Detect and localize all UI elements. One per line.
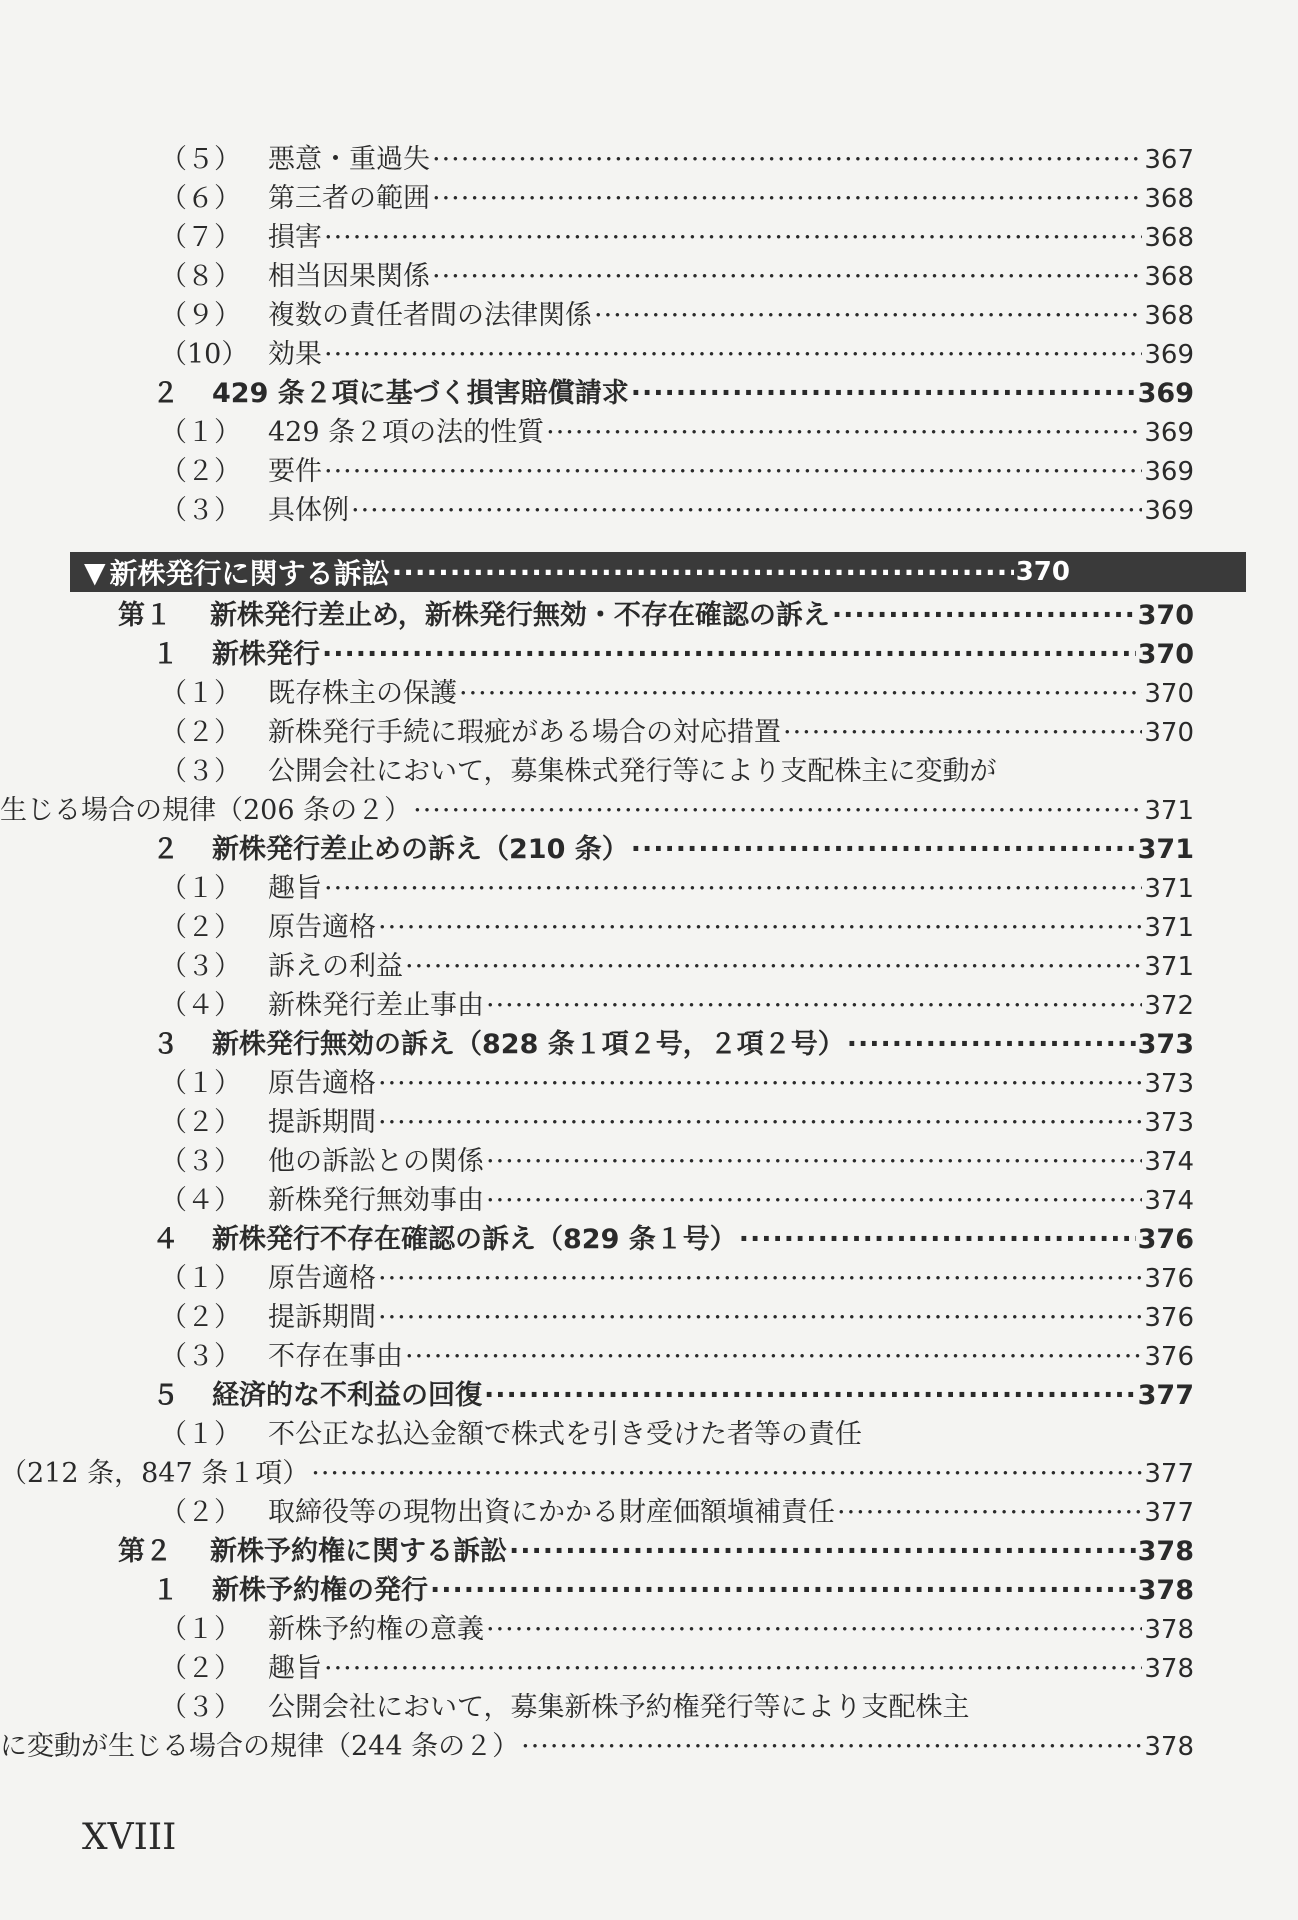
toc-entry-page: 369 xyxy=(1144,496,1194,526)
chapter-page-number: 370 xyxy=(1015,557,1070,587)
toc-entry-title: 既存株主の保護 xyxy=(268,678,457,709)
toc-entry xyxy=(0,674,1298,713)
toc-entry-title: 具体例 xyxy=(268,495,349,526)
toc-entry-page: 370 xyxy=(1144,718,1194,748)
toc-entry xyxy=(0,1259,1298,1298)
toc-entry-number: ３ xyxy=(152,1029,179,1060)
toc-entry xyxy=(0,1571,1298,1610)
toc-entry-number: （８） xyxy=(160,261,241,292)
toc-entry xyxy=(0,1181,1298,1220)
toc-entry-page: 376 xyxy=(1144,1303,1194,1333)
toc-entry-number: （３） xyxy=(160,756,241,787)
toc-entry xyxy=(0,830,1298,869)
toc-entry-title: 新株発行 xyxy=(212,639,320,670)
toc-top-section xyxy=(0,140,1298,530)
leader-dots xyxy=(847,1025,1136,1064)
toc-entry-title: 公開会社において，募集新株予約権発行等により支配株主 xyxy=(268,1692,970,1723)
toc-entry-title: 新株発行無効の訴え（828 条１項２号，２項２号） xyxy=(212,1029,845,1060)
toc-entry xyxy=(0,986,1298,1025)
toc-entry-number: （９） xyxy=(160,300,241,331)
toc-entry-title: 新株予約権の意義 xyxy=(268,1614,484,1645)
toc-entry xyxy=(0,1337,1298,1376)
toc-entry-page: 378 xyxy=(1144,1732,1194,1762)
toc-entry xyxy=(0,1454,1298,1493)
leader-dots xyxy=(392,556,1014,589)
toc-entry-page: 374 xyxy=(1144,1186,1194,1216)
leader-dots xyxy=(486,1610,1142,1649)
leader-dots xyxy=(378,1259,1142,1298)
table-of-contents xyxy=(0,140,1298,1766)
toc-entry-title: 他の訴訟との関係 xyxy=(268,1146,484,1177)
toc-entry xyxy=(0,218,1298,257)
chapter-header-bar xyxy=(70,552,1246,592)
toc-entry xyxy=(0,335,1298,374)
toc-entry-title: 訴えの利益 xyxy=(268,951,403,982)
toc-entry-title: 複数の責任者間の法律関係 xyxy=(268,300,592,331)
toc-entry-title: 新株発行無効事由 xyxy=(268,1185,484,1216)
toc-entry-title: に変動が生じる場合の規律（244 条の２） xyxy=(0,1731,520,1762)
toc-entry-page: 367 xyxy=(1144,145,1194,175)
toc-entry-number: （１） xyxy=(160,1263,241,1294)
toc-entry-title: 提訴期間 xyxy=(268,1107,376,1138)
toc-entry-title: 新株発行手続に瑕疵がある場合の対応措置 xyxy=(268,717,781,748)
leader-dots xyxy=(631,830,1136,869)
toc-entry xyxy=(0,1025,1298,1064)
toc-entry-number: （２） xyxy=(160,717,241,748)
leader-dots xyxy=(324,869,1142,908)
leader-dots xyxy=(739,1220,1136,1259)
toc-entry-page: 376 xyxy=(1144,1342,1194,1372)
toc-entry-page: 368 xyxy=(1144,262,1194,292)
toc-entry-page: 376 xyxy=(1144,1264,1194,1294)
leader-dots xyxy=(311,1454,1142,1493)
toc-entry-page: 369 xyxy=(1144,418,1194,448)
toc-entry-title: 生じる場合の規律（206 条の２） xyxy=(0,795,412,826)
toc-entry-number: （１） xyxy=(160,678,241,709)
toc-entry xyxy=(0,374,1298,413)
toc-entry xyxy=(0,452,1298,491)
leader-dots xyxy=(432,257,1142,296)
toc-entry-number: （２） xyxy=(160,1107,241,1138)
toc-entry xyxy=(0,1532,1298,1571)
toc-entry xyxy=(0,1103,1298,1142)
toc-entry-number: （２） xyxy=(160,456,241,487)
toc-entry-title: 提訴期間 xyxy=(268,1302,376,1333)
toc-entry-page: 377 xyxy=(1144,1498,1194,1528)
toc-entry-title: 不存在事由 xyxy=(268,1341,403,1372)
toc-entry xyxy=(0,140,1298,179)
toc-entry-title: 新株発行差止め，新株発行無効・不存在確認の訴え xyxy=(210,600,830,631)
toc-entry-number: （１） xyxy=(160,417,241,448)
toc-entry-page: 369 xyxy=(1137,378,1194,409)
toc-entry-number: （２） xyxy=(160,1302,241,1333)
toc-entry xyxy=(0,1610,1298,1649)
toc-entry xyxy=(0,296,1298,335)
toc-entry-number: １ xyxy=(152,639,179,670)
toc-entry-number: （２） xyxy=(160,912,241,943)
leader-dots xyxy=(324,335,1142,374)
toc-entry-title: 損害 xyxy=(268,222,322,253)
toc-entry xyxy=(0,179,1298,218)
toc-entry-number: （３） xyxy=(160,495,241,526)
leader-dots xyxy=(594,296,1142,335)
toc-entry xyxy=(0,1064,1298,1103)
toc-entry-page: 371 xyxy=(1144,796,1194,826)
toc-entry-number: 第１ xyxy=(118,600,172,631)
toc-entry-page: 378 xyxy=(1137,1575,1194,1606)
leader-dots xyxy=(432,140,1142,179)
toc-entry-number: ２ xyxy=(152,834,179,865)
toc-entry-number: （６） xyxy=(160,183,241,214)
toc-entry-number: （１） xyxy=(160,1614,241,1645)
leader-dots xyxy=(378,1298,1142,1337)
toc-entry-page: 373 xyxy=(1144,1069,1194,1099)
toc-entry-page: 369 xyxy=(1144,340,1194,370)
toc-entry-title: 原告適格 xyxy=(268,912,376,943)
leader-dots xyxy=(324,218,1142,257)
leader-dots xyxy=(378,1103,1142,1142)
leader-dots xyxy=(324,1649,1142,1688)
toc-entry xyxy=(0,908,1298,947)
toc-entry-number: （３） xyxy=(160,951,241,982)
toc-entry-number: （３） xyxy=(160,1341,241,1372)
toc-entry-title: 効果 xyxy=(268,339,322,370)
toc-entry-title: 原告適格 xyxy=(268,1068,376,1099)
page-number: XVIII xyxy=(82,1817,177,1858)
toc-entry-title: 429 条２項の法的性質 xyxy=(268,417,545,448)
toc-entry-page: 370 xyxy=(1137,600,1194,631)
leader-dots xyxy=(837,1493,1142,1532)
leader-dots xyxy=(832,596,1136,635)
toc-entry-title: 悪意・重過失 xyxy=(268,144,430,175)
toc-entry xyxy=(0,1415,1298,1454)
toc-entry-title: 要件 xyxy=(268,456,322,487)
toc-entry xyxy=(0,1142,1298,1181)
toc-entry-number: （２） xyxy=(160,1497,241,1528)
toc-entry xyxy=(0,791,1298,830)
toc-entry xyxy=(0,1493,1298,1532)
toc-main-section xyxy=(0,596,1298,1766)
toc-entry-page: 372 xyxy=(1144,991,1194,1021)
leader-dots xyxy=(405,1337,1142,1376)
toc-entry-number: ５ xyxy=(152,1380,179,1411)
leader-dots xyxy=(324,452,1142,491)
toc-entry-number: （３） xyxy=(160,1146,241,1177)
leader-dots xyxy=(486,986,1142,1025)
toc-entry-page: 368 xyxy=(1144,301,1194,331)
leader-dots xyxy=(430,1571,1136,1610)
toc-entry-number: （５） xyxy=(160,144,241,175)
toc-entry-number: （３） xyxy=(160,1692,241,1723)
toc-entry-page: 374 xyxy=(1144,1147,1194,1177)
toc-entry xyxy=(0,413,1298,452)
leader-dots xyxy=(432,179,1142,218)
toc-entry xyxy=(0,713,1298,752)
toc-entry-number: （１） xyxy=(160,873,241,904)
toc-entry-page: 368 xyxy=(1144,184,1194,214)
toc-entry-page: 370 xyxy=(1144,679,1194,709)
triangle-marker-icon: ▼ xyxy=(84,555,106,589)
toc-entry-page: 373 xyxy=(1144,1108,1194,1138)
toc-entry-number: （１） xyxy=(160,1068,241,1099)
toc-entry-page: 371 xyxy=(1144,913,1194,943)
toc-entry-page: 370 xyxy=(1137,639,1194,670)
toc-entry-title: 原告適格 xyxy=(268,1263,376,1294)
toc-entry xyxy=(0,869,1298,908)
toc-entry xyxy=(0,1298,1298,1337)
toc-entry-page: 378 xyxy=(1144,1615,1194,1645)
toc-entry-page: 378 xyxy=(1144,1654,1194,1684)
toc-entry-page: 377 xyxy=(1137,1380,1194,1411)
leader-dots xyxy=(521,1727,1142,1766)
leader-dots xyxy=(486,1142,1142,1181)
toc-entry-title: 取締役等の現物出資にかかる財産価額塡補責任 xyxy=(268,1497,835,1528)
toc-entry xyxy=(0,947,1298,986)
toc-entry-title: 新株発行不存在確認の訴え（829 条１号） xyxy=(212,1224,737,1255)
toc-entry-page: 371 xyxy=(1144,874,1194,904)
toc-entry-page: 373 xyxy=(1137,1029,1194,1060)
leader-dots xyxy=(378,1064,1142,1103)
toc-entry xyxy=(0,1727,1298,1766)
toc-entry-page: 369 xyxy=(1144,457,1194,487)
toc-entry-number: ２ xyxy=(152,378,179,409)
toc-entry-number: １ xyxy=(152,1575,179,1606)
toc-entry-page: 371 xyxy=(1144,952,1194,982)
toc-entry-title: 新株発行差止めの訴え（210 条） xyxy=(212,834,629,865)
toc-entry-title: 趣旨 xyxy=(268,873,322,904)
leader-dots xyxy=(378,908,1142,947)
toc-entry-title: 公開会社において，募集株式発行等により支配株主に変動が xyxy=(268,756,997,787)
toc-entry-number: 第２ xyxy=(118,1536,172,1567)
toc-entry xyxy=(0,257,1298,296)
toc-entry xyxy=(0,596,1298,635)
toc-entry xyxy=(0,752,1298,791)
toc-entry xyxy=(0,1220,1298,1259)
leader-dots xyxy=(351,491,1142,530)
leader-dots xyxy=(484,1376,1136,1415)
leader-dots xyxy=(783,713,1142,752)
toc-entry-number: （４） xyxy=(160,1185,241,1216)
toc-entry-number: （７） xyxy=(160,222,241,253)
toc-entry xyxy=(0,1376,1298,1415)
toc-entry-title: 第三者の範囲 xyxy=(268,183,430,214)
leader-dots xyxy=(509,1532,1136,1571)
toc-entry-page: 376 xyxy=(1137,1224,1194,1255)
toc-entry xyxy=(0,491,1298,530)
toc-entry-title: 趣旨 xyxy=(268,1653,322,1684)
toc-entry xyxy=(0,1649,1298,1688)
leader-dots xyxy=(322,635,1136,674)
toc-entry-page: 378 xyxy=(1137,1536,1194,1567)
toc-entry-number: ４ xyxy=(152,1224,179,1255)
toc-entry-title: 新株発行差止事由 xyxy=(268,990,484,1021)
toc-entry-title: 相当因果関係 xyxy=(268,261,430,292)
leader-dots xyxy=(459,674,1142,713)
toc-entry-title: 新株予約権に関する訴訟 xyxy=(210,1536,507,1567)
leader-dots xyxy=(405,947,1142,986)
toc-entry-page: 377 xyxy=(1144,1459,1194,1489)
toc-entry xyxy=(0,1688,1298,1727)
toc-entry-title: 新株予約権の発行 xyxy=(212,1575,428,1606)
leader-dots xyxy=(486,1181,1142,1220)
chapter-title: 新株発行に関する訴訟 xyxy=(109,557,390,590)
leader-dots xyxy=(546,413,1142,452)
toc-entry-number: （４） xyxy=(160,990,241,1021)
toc-entry-number: （10） xyxy=(160,339,249,370)
toc-entry-number: （２） xyxy=(160,1653,241,1684)
toc-entry-page: 371 xyxy=(1137,834,1194,865)
toc-entry-title: （212 条，847 条１項） xyxy=(0,1458,310,1489)
toc-entry-title: 経済的な不利益の回復 xyxy=(212,1380,482,1411)
leader-dots xyxy=(631,374,1136,413)
leader-dots xyxy=(413,791,1142,830)
toc-entry-number: （１） xyxy=(160,1419,241,1450)
toc-entry-page: 368 xyxy=(1144,223,1194,253)
toc-entry xyxy=(0,635,1298,674)
toc-entry-title: 429 条２項に基づく損害賠償請求 xyxy=(212,378,629,409)
toc-entry-title: 不公正な払込金額で株式を引き受けた者等の責任 xyxy=(268,1419,862,1450)
